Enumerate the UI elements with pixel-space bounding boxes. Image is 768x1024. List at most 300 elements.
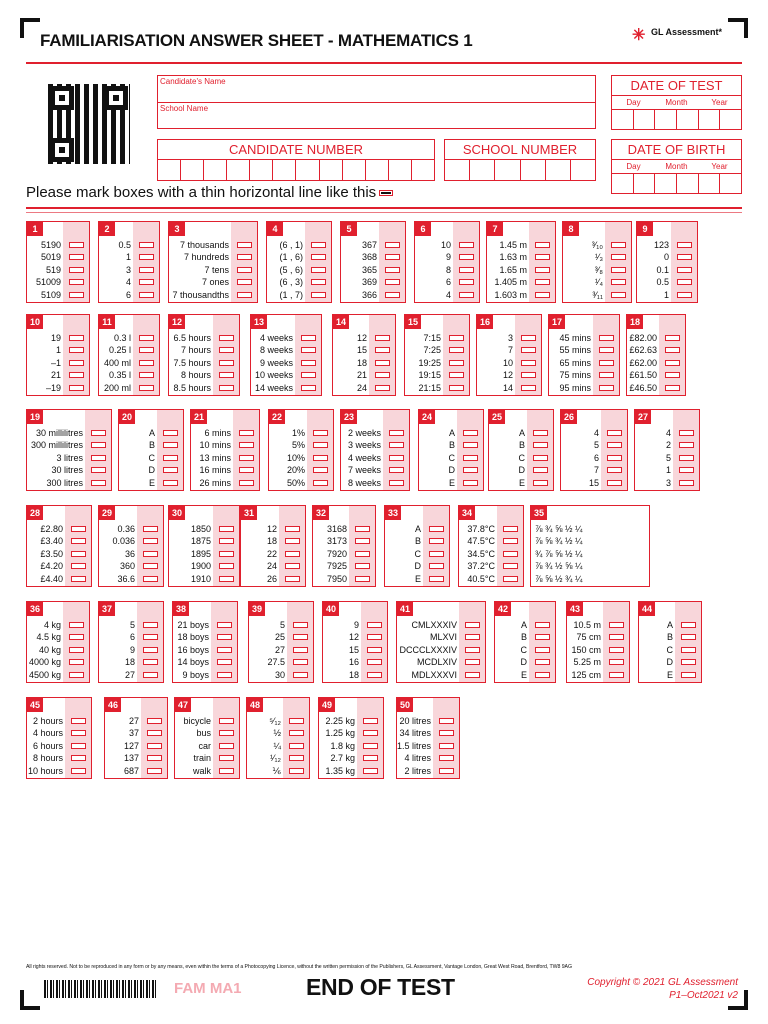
answer-mark-box[interactable] <box>237 279 252 285</box>
answer-mark-box[interactable] <box>535 267 550 273</box>
answer-mark-box[interactable] <box>237 254 252 260</box>
answer-mark-box[interactable] <box>219 755 234 761</box>
answer-mark-box[interactable] <box>611 267 626 273</box>
answer-mark-box[interactable] <box>147 730 162 736</box>
answer-option <box>249 619 313 631</box>
answer-option <box>251 344 321 356</box>
answer-mark-box[interactable] <box>679 455 694 461</box>
answer-mark-box[interactable] <box>293 659 308 665</box>
answer-mark-box[interactable] <box>311 267 326 273</box>
option-label: 369 <box>361 277 377 288</box>
answer-mark-box[interactable] <box>285 551 300 557</box>
answer-mark-box[interactable] <box>289 755 304 761</box>
answer-mark-box[interactable] <box>363 730 378 736</box>
answer-mark-box[interactable] <box>139 254 154 260</box>
answer-mark-box[interactable] <box>389 480 404 486</box>
answer-mark-box[interactable] <box>91 430 106 436</box>
answer-mark-box[interactable] <box>375 347 390 353</box>
answer-mark-box[interactable] <box>363 755 378 761</box>
answer-mark-box[interactable] <box>535 647 550 653</box>
answer-mark-box[interactable] <box>677 254 692 260</box>
answer-option <box>487 251 555 263</box>
date-of-birth-cells[interactable] <box>612 174 741 194</box>
school-number-box <box>444 139 596 181</box>
answer-mark-box[interactable] <box>293 672 308 678</box>
answer-mark-box[interactable] <box>363 768 378 774</box>
answer-mark-box[interactable] <box>239 430 254 436</box>
answer-mark-box[interactable] <box>293 634 308 640</box>
answer-mark-box[interactable] <box>367 659 382 665</box>
answer-mark-box[interactable] <box>521 385 536 391</box>
answer-mark-box[interactable] <box>385 242 400 248</box>
answer-mark-box[interactable] <box>459 242 474 248</box>
answer-mark-box[interactable] <box>503 526 518 532</box>
answer-mark-box[interactable] <box>71 526 86 532</box>
answer-option <box>173 644 237 656</box>
answer-mark-box[interactable] <box>285 563 300 569</box>
answer-mark-box[interactable] <box>375 335 390 341</box>
answer-option <box>175 740 239 752</box>
answer-mark-box[interactable] <box>611 292 626 298</box>
answer-mark-box[interactable] <box>389 467 404 473</box>
answer-mark-box[interactable] <box>665 347 680 353</box>
answer-mark-box[interactable] <box>535 242 550 248</box>
question-13 <box>250 314 322 396</box>
answer-mark-box[interactable] <box>429 563 444 569</box>
answer-mark-box[interactable] <box>389 430 404 436</box>
answer-mark-box[interactable] <box>463 480 478 486</box>
answer-mark-box[interactable] <box>503 576 518 582</box>
answer-mark-box[interactable] <box>355 563 370 569</box>
answer-mark-box[interactable] <box>609 634 624 640</box>
answer-mark-box[interactable] <box>147 768 162 774</box>
answer-mark-box[interactable] <box>301 372 316 378</box>
answer-mark-box[interactable] <box>143 634 158 640</box>
answer-mark-box[interactable] <box>71 718 86 724</box>
candidate-name-field[interactable] <box>160 87 590 101</box>
answer-mark-box[interactable] <box>139 335 154 341</box>
answer-mark-box[interactable] <box>69 622 84 628</box>
answer-mark-box[interactable] <box>389 442 404 448</box>
answer-mark-box[interactable] <box>533 480 548 486</box>
option-label: 3 <box>665 477 671 488</box>
answer-mark-box[interactable] <box>219 385 234 391</box>
school-number-cells[interactable] <box>445 160 595 180</box>
question-17 <box>548 314 620 396</box>
answer-option <box>99 560 163 572</box>
answer-mark-box[interactable] <box>313 430 328 436</box>
answer-mark-box[interactable] <box>313 455 328 461</box>
answer-mark-box[interactable] <box>665 372 680 378</box>
answer-mark-box[interactable] <box>449 372 464 378</box>
answer-mark-box[interactable] <box>71 743 86 749</box>
answer-mark-box[interactable] <box>139 267 154 273</box>
answer-mark-box[interactable] <box>535 659 550 665</box>
answer-mark-box[interactable] <box>609 622 624 628</box>
answer-option <box>477 382 541 394</box>
answer-mark-box[interactable] <box>69 347 84 353</box>
answer-mark-box[interactable] <box>607 430 622 436</box>
option-label: D <box>448 465 455 476</box>
answer-mark-box[interactable] <box>611 254 626 260</box>
answer-mark-box[interactable] <box>665 335 680 341</box>
answer-mark-box[interactable] <box>439 743 454 749</box>
answer-mark-box[interactable] <box>313 467 328 473</box>
answer-mark-box[interactable] <box>465 622 480 628</box>
answer-mark-box[interactable] <box>611 242 626 248</box>
answer-mark-box[interactable] <box>533 467 548 473</box>
answer-mark-box[interactable] <box>385 292 400 298</box>
answer-mark-box[interactable] <box>385 267 400 273</box>
answer-mark-box[interactable] <box>503 538 518 544</box>
answer-mark-box[interactable] <box>679 467 694 473</box>
answer-mark-box[interactable] <box>439 755 454 761</box>
school-name-field[interactable] <box>160 113 590 127</box>
date-of-test-cells[interactable] <box>612 110 741 130</box>
answer-mark-box[interactable] <box>677 292 692 298</box>
question-41 <box>396 601 486 683</box>
answer-mark-box[interactable] <box>611 279 626 285</box>
answer-mark-box[interactable] <box>91 442 106 448</box>
answer-mark-box[interactable] <box>91 455 106 461</box>
answer-mark-box[interactable] <box>163 430 178 436</box>
answer-mark-box[interactable] <box>385 254 400 260</box>
answer-mark-box[interactable] <box>219 730 234 736</box>
answer-mark-box[interactable] <box>139 385 154 391</box>
answer-mark-box[interactable] <box>313 442 328 448</box>
answer-mark-box[interactable] <box>533 455 548 461</box>
answer-option <box>247 740 309 752</box>
option-label: 18 <box>356 357 367 368</box>
answer-mark-box[interactable] <box>143 538 158 544</box>
answer-mark-box[interactable] <box>375 385 390 391</box>
answer-mark-box[interactable] <box>217 647 232 653</box>
answer-mark-box[interactable] <box>367 647 382 653</box>
answer-mark-box[interactable] <box>389 455 404 461</box>
answer-mark-box[interactable] <box>217 672 232 678</box>
answer-mark-box[interactable] <box>301 385 316 391</box>
answer-mark-box[interactable] <box>219 743 234 749</box>
answer-mark-box[interactable] <box>71 563 86 569</box>
answer-mark-box[interactable] <box>311 292 326 298</box>
answer-mark-box[interactable] <box>239 467 254 473</box>
answer-mark-box[interactable] <box>293 622 308 628</box>
answer-option <box>241 548 305 560</box>
answer-mark-box[interactable] <box>91 480 106 486</box>
question-number: 47 <box>175 698 191 712</box>
answer-mark-box[interactable] <box>219 576 234 582</box>
answer-mark-box[interactable] <box>355 576 370 582</box>
answer-mark-box[interactable] <box>599 347 614 353</box>
answer-mark-box[interactable] <box>301 347 316 353</box>
answer-mark-box[interactable] <box>429 538 444 544</box>
answer-mark-box[interactable] <box>71 755 86 761</box>
answer-mark-box[interactable] <box>219 372 234 378</box>
answer-mark-box[interactable] <box>681 634 696 640</box>
answer-mark-box[interactable] <box>677 242 692 248</box>
answer-mark-box[interactable] <box>69 279 84 285</box>
answer-mark-box[interactable] <box>219 563 234 569</box>
answer-mark-box[interactable] <box>535 622 550 628</box>
answer-mark-box[interactable] <box>429 576 444 582</box>
answer-mark-box[interactable] <box>301 335 316 341</box>
answer-mark-box[interactable] <box>239 442 254 448</box>
option-label: 0.5 <box>118 240 131 250</box>
option-label: 10% <box>286 452 305 463</box>
answer-mark-box[interactable] <box>681 622 696 628</box>
answer-mark-box[interactable] <box>535 279 550 285</box>
answer-mark-box[interactable] <box>69 242 84 248</box>
option-label: 8 hours <box>32 753 63 764</box>
answer-mark-box[interactable] <box>239 455 254 461</box>
answer-option <box>415 289 479 301</box>
answer-mark-box[interactable] <box>289 768 304 774</box>
answer-mark-box[interactable] <box>311 254 326 260</box>
answer-mark-box[interactable] <box>607 480 622 486</box>
answer-mark-box[interactable] <box>143 647 158 653</box>
answer-mark-box[interactable] <box>679 442 694 448</box>
answer-mark-box[interactable] <box>465 634 480 640</box>
question-22 <box>268 409 334 491</box>
answer-option <box>489 464 553 476</box>
answer-mark-box[interactable] <box>237 292 252 298</box>
answer-mark-box[interactable] <box>459 292 474 298</box>
answer-mark-box[interactable] <box>289 730 304 736</box>
answer-mark-box[interactable] <box>677 279 692 285</box>
answer-mark-box[interactable] <box>439 768 454 774</box>
answer-mark-box[interactable] <box>463 430 478 436</box>
answer-mark-box[interactable] <box>71 538 86 544</box>
answer-mark-box[interactable] <box>139 372 154 378</box>
answer-mark-box[interactable] <box>163 442 178 448</box>
answer-mark-box[interactable] <box>465 672 480 678</box>
answer-mark-box[interactable] <box>139 279 154 285</box>
answer-mark-box[interactable] <box>681 659 696 665</box>
answer-mark-box[interactable] <box>285 538 300 544</box>
answer-option <box>397 715 459 727</box>
answer-mark-box[interactable] <box>69 647 84 653</box>
answer-mark-box[interactable] <box>285 526 300 532</box>
answer-mark-box[interactable] <box>285 576 300 582</box>
answer-mark-box[interactable] <box>521 335 536 341</box>
question-50 <box>396 697 460 779</box>
answer-mark-box[interactable] <box>219 360 234 366</box>
answer-mark-box[interactable] <box>607 442 622 448</box>
answer-mark-box[interactable] <box>449 385 464 391</box>
answer-mark-box[interactable] <box>69 385 84 391</box>
answer-mark-box[interactable] <box>71 730 86 736</box>
answer-mark-box[interactable] <box>355 526 370 532</box>
answer-mark-box[interactable] <box>465 647 480 653</box>
answer-mark-box[interactable] <box>609 672 624 678</box>
answer-mark-box[interactable] <box>219 347 234 353</box>
answer-mark-box[interactable] <box>367 672 382 678</box>
answer-option <box>627 357 685 369</box>
answer-mark-box[interactable] <box>143 672 158 678</box>
answer-mark-box[interactable] <box>363 743 378 749</box>
answer-mark-box[interactable] <box>521 372 536 378</box>
answer-mark-box[interactable] <box>143 576 158 582</box>
answer-option <box>487 276 555 288</box>
answer-mark-box[interactable] <box>71 551 86 557</box>
answer-mark-box[interactable] <box>521 360 536 366</box>
answer-mark-box[interactable] <box>139 360 154 366</box>
answer-mark-box[interactable] <box>69 634 84 640</box>
answer-mark-box[interactable] <box>363 718 378 724</box>
answer-mark-box[interactable] <box>69 672 84 678</box>
answer-mark-box[interactable] <box>607 455 622 461</box>
answer-mark-box[interactable] <box>429 526 444 532</box>
answer-mark-box[interactable] <box>147 755 162 761</box>
answer-mark-box[interactable] <box>219 551 234 557</box>
answer-option <box>27 740 91 752</box>
answer-mark-box[interactable] <box>449 347 464 353</box>
answer-mark-box[interactable] <box>71 576 86 582</box>
answer-mark-box[interactable] <box>143 659 158 665</box>
option-label: 4500 kg <box>28 669 61 680</box>
question-8 <box>562 221 632 303</box>
question-number: 5 <box>341 222 357 236</box>
option-label: 34 litres <box>399 728 431 739</box>
answer-mark-box[interactable] <box>91 467 106 473</box>
answer-option <box>333 344 395 356</box>
answer-mark-box[interactable] <box>217 659 232 665</box>
answer-mark-box[interactable] <box>143 563 158 569</box>
answer-mark-box[interactable] <box>69 335 84 341</box>
answer-mark-box[interactable] <box>147 743 162 749</box>
answer-mark-box[interactable] <box>429 551 444 557</box>
answer-mark-box[interactable] <box>535 254 550 260</box>
answer-mark-box[interactable] <box>609 659 624 665</box>
answer-mark-box[interactable] <box>681 647 696 653</box>
answer-mark-box[interactable] <box>219 526 234 532</box>
answer-option <box>105 740 167 752</box>
answer-mark-box[interactable] <box>355 538 370 544</box>
answer-mark-box[interactable] <box>385 279 400 285</box>
answer-mark-box[interactable] <box>69 659 84 665</box>
answer-option <box>249 669 313 681</box>
answer-mark-box[interactable] <box>535 672 550 678</box>
answer-mark-box[interactable] <box>463 455 478 461</box>
answer-mark-box[interactable] <box>237 267 252 273</box>
answer-mark-box[interactable] <box>139 292 154 298</box>
answer-mark-box[interactable] <box>69 292 84 298</box>
answer-mark-box[interactable] <box>69 254 84 260</box>
answer-mark-box[interactable] <box>459 279 474 285</box>
answer-mark-box[interactable] <box>533 442 548 448</box>
answer-mark-box[interactable] <box>533 430 548 436</box>
answer-mark-box[interactable] <box>599 372 614 378</box>
answer-mark-box[interactable] <box>311 279 326 285</box>
answer-mark-box[interactable] <box>465 659 480 665</box>
answer-mark-box[interactable] <box>665 360 680 366</box>
option-label: 10 weeks <box>254 370 293 381</box>
answer-mark-box[interactable] <box>289 718 304 724</box>
answer-mark-box[interactable] <box>449 360 464 366</box>
answer-mark-box[interactable] <box>439 730 454 736</box>
answer-mark-box[interactable] <box>219 718 234 724</box>
answer-mark-box[interactable] <box>143 622 158 628</box>
answer-mark-box[interactable] <box>681 672 696 678</box>
option-label: 7.5 hours <box>173 357 211 368</box>
answer-mark-box[interactable] <box>143 526 158 532</box>
answer-mark-box[interactable] <box>375 372 390 378</box>
answer-mark-box[interactable] <box>463 442 478 448</box>
answer-option <box>313 560 375 572</box>
answer-mark-box[interactable] <box>463 467 478 473</box>
answer-mark-box[interactable] <box>609 647 624 653</box>
answer-mark-box[interactable] <box>375 360 390 366</box>
answer-mark-box[interactable] <box>449 335 464 341</box>
question-number: 41 <box>397 602 413 616</box>
answer-mark-box[interactable] <box>217 634 232 640</box>
answer-mark-box[interactable] <box>503 563 518 569</box>
answer-mark-box[interactable] <box>139 242 154 248</box>
answer-mark-box[interactable] <box>219 768 234 774</box>
option-label: £3.50 <box>40 548 63 559</box>
answer-mark-box[interactable] <box>367 622 382 628</box>
answer-mark-box[interactable] <box>139 347 154 353</box>
answer-mark-box[interactable] <box>239 480 254 486</box>
answer-mark-box[interactable] <box>439 718 454 724</box>
answer-mark-box[interactable] <box>503 551 518 557</box>
answer-mark-box[interactable] <box>367 634 382 640</box>
answer-mark-box[interactable] <box>311 242 326 248</box>
answer-mark-box[interactable] <box>521 347 536 353</box>
answer-mark-box[interactable] <box>355 551 370 557</box>
candidate-number-cells[interactable] <box>158 160 434 180</box>
answer-mark-box[interactable] <box>599 385 614 391</box>
answer-mark-box[interactable] <box>237 242 252 248</box>
option-label: 34.5°C <box>467 548 495 559</box>
answer-mark-box[interactable] <box>679 480 694 486</box>
answer-mark-box[interactable] <box>665 385 680 391</box>
answer-mark-box[interactable] <box>301 360 316 366</box>
corner-mark-bottom-left <box>20 990 40 1010</box>
answer-mark-box[interactable] <box>163 480 178 486</box>
answer-option <box>241 535 305 547</box>
option-label: 15 <box>356 345 367 356</box>
answer-mark-box[interactable] <box>599 360 614 366</box>
answer-option <box>635 477 699 489</box>
answer-mark-box[interactable] <box>459 267 474 273</box>
option-label: C <box>414 548 421 559</box>
answer-mark-box[interactable] <box>163 467 178 473</box>
answer-mark-box[interactable] <box>293 647 308 653</box>
answer-mark-box[interactable] <box>219 538 234 544</box>
answer-mark-box[interactable] <box>459 254 474 260</box>
answer-mark-box[interactable] <box>69 267 84 273</box>
answer-mark-box[interactable] <box>71 768 86 774</box>
answer-mark-box[interactable] <box>679 430 694 436</box>
answer-mark-box[interactable] <box>289 743 304 749</box>
answer-mark-box[interactable] <box>69 372 84 378</box>
answer-mark-box[interactable] <box>147 718 162 724</box>
answer-option <box>99 369 159 381</box>
answer-mark-box[interactable] <box>599 335 614 341</box>
answer-mark-box[interactable] <box>535 292 550 298</box>
answer-mark-box[interactable] <box>69 360 84 366</box>
answer-mark-box[interactable] <box>535 634 550 640</box>
option-label: 20 litres <box>399 716 431 726</box>
answer-mark-box[interactable] <box>217 622 232 628</box>
answer-mark-box[interactable] <box>607 467 622 473</box>
answer-mark-box[interactable] <box>219 335 234 341</box>
answer-mark-box[interactable] <box>143 551 158 557</box>
answer-mark-box[interactable] <box>163 455 178 461</box>
answer-mark-box[interactable] <box>313 480 328 486</box>
answer-mark-box[interactable] <box>677 267 692 273</box>
